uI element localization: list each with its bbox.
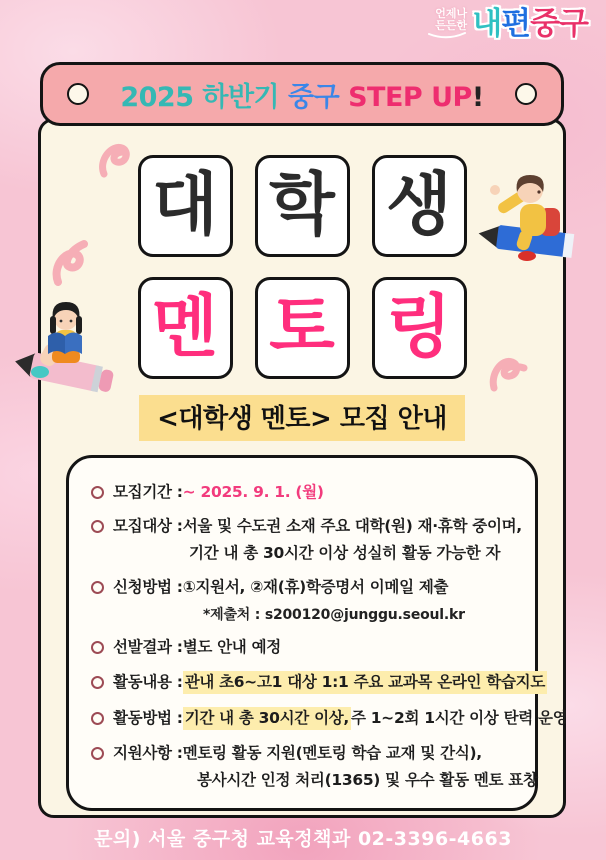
title-row-1 (138, 155, 467, 257)
title-tile: 대 (138, 155, 233, 257)
logo-tagline (427, 8, 467, 40)
footer-contact: 문의) 서울 중구청 교육정책과 02-3396-4663 (94, 828, 512, 850)
bullet-icon (91, 712, 104, 725)
banner-title (120, 75, 483, 114)
logo-word2: 편 (501, 5, 531, 42)
bullet-icon (91, 747, 104, 760)
detail-apply-value: ①지원서, ②재(휴)학증명서 이메일 제출 (182, 578, 449, 596)
banner-stepup: STEP UP (348, 81, 472, 113)
detail-label: 활동방법 : (113, 709, 183, 727)
banner-year: 2025 하반기 (120, 81, 289, 113)
detail-target-value2: 기간 내 총 30시간 이상 성실히 활동 가능한 자 (189, 544, 501, 562)
title-tile: 링 (372, 277, 467, 379)
logo-word1: 내 (472, 5, 502, 42)
bullet-icon (91, 641, 104, 654)
detail-activity (91, 671, 546, 694)
logo-tagline-line2: 든든한 (435, 19, 468, 32)
bullet-icon (91, 520, 104, 533)
detail-label: 모집대상 : (113, 517, 183, 535)
info-box (66, 455, 568, 811)
detail-period (91, 482, 521, 503)
detail-period-value: ∼ 2025. 9. 1. (월) (182, 483, 324, 501)
bullet-icon (91, 486, 104, 499)
detail-activity-highlight: 관내 초6∼고1 대상 1:1 주요 교과목 온라인 학습지도 (183, 671, 547, 694)
banner-exclaim: ! (471, 81, 484, 113)
logo-word3: 중구 (530, 5, 588, 42)
detail-support-value: 멘토링 활동 지원(멘토링 학습 교재 및 간식), (182, 744, 482, 762)
detail-method-highlight: 기간 내 총 30시간 이상, (183, 707, 351, 730)
squiggle-icon (50, 236, 98, 288)
banner-hole-left-icon (67, 83, 89, 105)
squiggle-icon (488, 352, 532, 396)
detail-label: 활동내용 : (113, 673, 183, 691)
detail-support (91, 743, 521, 764)
banner-hole-right-icon (515, 83, 537, 105)
title-tile: 생 (372, 155, 467, 257)
detail-label: 신청방법 : (113, 578, 183, 596)
header-banner (40, 62, 564, 126)
detail-result-value: 별도 안내 예정 (182, 638, 281, 656)
title-tile: 멘 (138, 277, 233, 379)
detail-method (91, 707, 568, 730)
detail-support-value2: 봉사시간 인정 처리(1365) 및 우수 활동 멘토 표창 (197, 771, 538, 789)
detail-target-value: 서울 및 수도권 소재 주요 대학(원) 재·휴학 중이며, (182, 517, 522, 535)
junggu-logo (427, 5, 588, 42)
squiggle-icon (98, 140, 136, 180)
girl-reading-illustration (6, 292, 124, 406)
detail-target (91, 516, 521, 537)
detail-apply (91, 577, 521, 598)
detail-label: 지원사항 : (113, 744, 183, 762)
logo-tagline-line1: 언제나 (435, 7, 468, 20)
logo-swoosh-icon (427, 32, 467, 40)
title-tile: 학 (255, 155, 350, 257)
logo-wordmark (472, 5, 588, 42)
recruit-subtitle: <대학생 멘토> 모집 안내 (139, 395, 465, 441)
detail-method-value: 주 1∼2회 1시간 이상 탄력 운영 (351, 709, 568, 727)
detail-result (91, 637, 521, 658)
banner-gu: 중구 (288, 81, 349, 113)
bullet-icon (91, 676, 104, 689)
detail-label: 모집기간 : (113, 483, 183, 501)
title-row-2 (138, 277, 467, 379)
boy-on-pencil-illustration (478, 170, 586, 276)
title-tile: 토 (255, 277, 350, 379)
bullet-icon (91, 581, 104, 594)
detail-apply-note: *제출처 : s200120@junggu.seoul.kr (203, 607, 465, 623)
detail-label: 선발결과 : (113, 638, 183, 656)
